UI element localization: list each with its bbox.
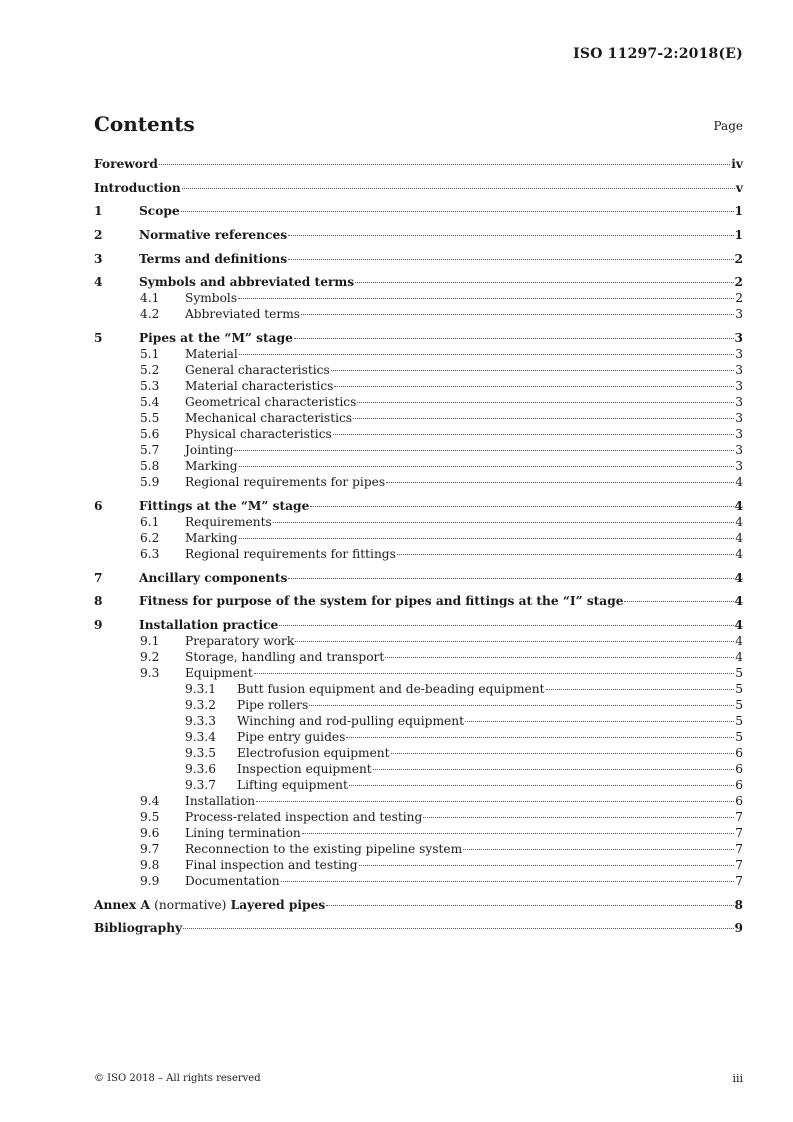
toc-entry[interactable] — [94, 809, 743, 825]
toc-entry[interactable] — [94, 761, 743, 777]
document-id: ISO 11297-2:2018(E) — [573, 46, 743, 62]
toc-entry-number: 9.2 — [140, 649, 160, 664]
toc-entry[interactable] — [94, 857, 743, 873]
toc-entry-page: 4 — [735, 514, 743, 529]
toc-entry-page: 4 — [735, 649, 743, 664]
toc-entry-number: 4 — [94, 275, 103, 290]
toc-entry[interactable] — [94, 713, 743, 729]
toc-leader-dots — [349, 785, 734, 786]
toc-entry[interactable] — [94, 617, 743, 633]
toc-entry-label: Butt fusion equipment and de-beading equipment — [237, 681, 545, 696]
toc-entry-page: 5 — [735, 681, 743, 696]
toc-leader-dots — [281, 881, 735, 882]
toc-entry-label: Marking — [185, 459, 238, 474]
toc-entry-label — [94, 897, 325, 913]
toc-entry-page: 4 — [735, 475, 743, 490]
page-title: Contents — [94, 112, 195, 136]
toc-entry[interactable] — [94, 570, 743, 586]
toc-entry[interactable] — [94, 514, 743, 530]
toc-entry-label: Installation — [185, 793, 256, 808]
toc-entry-number: 5.1 — [140, 347, 160, 362]
toc-entry-number: 9.3.2 — [185, 697, 217, 712]
toc-entry-number: 7 — [94, 570, 103, 585]
toc-entry-page: 4 — [735, 546, 743, 561]
toc-entry-page: 5 — [735, 729, 743, 744]
toc-entry-page: 6 — [735, 777, 743, 792]
toc-entry[interactable] — [94, 793, 743, 809]
toc-entry-number: 3 — [94, 251, 103, 266]
toc-entry-label: Fitness for purpose of the system for pipes and fittings at the “I” stage — [139, 594, 624, 609]
toc-entry-page: 3 — [734, 331, 743, 346]
toc-entry-number: 9.6 — [140, 825, 160, 840]
toc-entry-page: 7 — [735, 809, 743, 824]
copyright-notice: © ISO 2018 – All rights reserved — [94, 1073, 261, 1084]
toc-leader-dots — [331, 370, 735, 371]
toc-entry-page: 4 — [735, 530, 743, 545]
toc-entry-label: Preparatory work — [185, 633, 295, 648]
toc-entry-number: 6.2 — [140, 530, 160, 545]
toc-entry[interactable] — [94, 633, 743, 649]
toc-entry-page: 2 — [734, 251, 743, 266]
toc-entry-page: 3 — [735, 347, 743, 362]
toc-entry-page: 5 — [735, 665, 743, 680]
toc-entry[interactable] — [94, 873, 743, 889]
toc-entry-number: 9.3 — [140, 665, 160, 680]
toc-leader-dots — [181, 211, 734, 212]
toc-leader-dots — [288, 578, 733, 579]
toc-leader-dots — [254, 673, 734, 674]
toc-entry-label: Abbreviated terms — [185, 307, 301, 322]
toc-entry-page: 3 — [735, 411, 743, 426]
toc-entry-page: 9 — [734, 921, 743, 936]
toc-entry-label: Lining termination — [185, 825, 301, 840]
toc-leader-dots — [391, 753, 735, 754]
toc-leader-dots — [386, 482, 734, 483]
toc-entry-label: Fittings at the “M” stage — [139, 498, 310, 513]
toc-entry-page: 4 — [734, 570, 743, 585]
toc-entry-label: Pipe entry guides — [237, 729, 346, 744]
toc-entry-page: 3 — [735, 363, 743, 378]
toc-entry-number: 5.5 — [140, 411, 160, 426]
toc-entry-number: 9.3.3 — [185, 713, 217, 728]
toc-entry-page: 5 — [735, 697, 743, 712]
toc-entry-page: iv — [731, 157, 743, 171]
toc-leader-dots — [309, 705, 734, 706]
toc-entry-page: 1 — [734, 228, 743, 243]
page-number: iii — [732, 1072, 743, 1085]
toc-entry[interactable] — [94, 290, 743, 306]
toc-entry-page: 5 — [735, 713, 743, 728]
toc-entry-label: Material characteristics — [185, 379, 334, 394]
toc-entry-page: 3 — [735, 459, 743, 474]
toc-entry-number: 5.4 — [140, 395, 160, 410]
toc-entry[interactable] — [94, 156, 743, 172]
toc-entry-number: 5.6 — [140, 427, 160, 442]
toc-leader-dots — [183, 928, 733, 929]
toc-leader-dots — [624, 601, 733, 602]
toc-entry-label: Reconnection to the existing pipeline system — [185, 841, 463, 856]
toc-entry-label: Final inspection and testing — [185, 857, 358, 872]
toc-entry-label: Introduction — [94, 180, 181, 195]
toc-leader-dots — [326, 905, 733, 906]
toc-entry[interactable] — [94, 825, 743, 841]
toc-entry[interactable] — [94, 649, 743, 665]
toc-entry-label: Electrofusion equipment — [237, 745, 390, 760]
toc-entry[interactable] — [94, 474, 743, 490]
toc-leader-dots — [234, 450, 734, 451]
toc-entry-label: Scope — [139, 204, 180, 219]
toc-entry-bibliography[interactable] — [94, 920, 743, 936]
toc-leader-dots — [333, 434, 734, 435]
toc-entry[interactable] — [94, 841, 743, 857]
toc-entry-page: 7 — [735, 841, 743, 856]
toc-leader-dots — [465, 721, 734, 722]
toc-entry-number: 8 — [94, 594, 103, 609]
toc-entry-page: 4 — [734, 617, 743, 632]
toc-entry-page: 4 — [734, 594, 743, 609]
toc-entry-label: Pipes at the “M” stage — [139, 331, 293, 346]
toc-entry-annex-a[interactable] — [94, 897, 743, 913]
toc-entry[interactable] — [94, 745, 743, 761]
toc-leader-dots — [238, 298, 734, 299]
toc-entry[interactable] — [94, 362, 743, 378]
toc-leader-dots — [302, 833, 734, 834]
toc-entry-number: 6 — [94, 498, 103, 513]
toc-entry[interactable] — [94, 530, 743, 546]
toc-leader-dots — [353, 418, 734, 419]
toc-leader-dots — [294, 338, 734, 339]
toc-entry-page: 7 — [735, 857, 743, 872]
toc-entry-number: 9 — [94, 617, 103, 632]
toc-entry-label: Foreword — [94, 157, 158, 171]
toc-entry-label: Geometrical characteristics — [185, 395, 357, 410]
toc-entry-number: 9.3.6 — [185, 761, 217, 776]
toc-entry[interactable] — [94, 697, 743, 713]
toc-entry-label: Mechanical characteristics — [185, 411, 353, 426]
toc-entry[interactable] — [94, 681, 743, 697]
toc-leader-dots — [288, 235, 733, 236]
toc-leader-dots — [334, 386, 734, 387]
toc-leader-dots — [159, 164, 730, 165]
toc-entry-label: Installation practice — [139, 617, 279, 632]
toc-entry[interactable] — [94, 227, 743, 243]
toc-entry-number: 9.7 — [140, 841, 160, 856]
toc-leader-dots — [346, 737, 734, 738]
toc-entry-label: Material — [185, 347, 238, 362]
toc-entry[interactable] — [94, 330, 743, 346]
toc-entry-number: 4.2 — [140, 307, 160, 322]
toc-entry[interactable] — [94, 346, 743, 362]
toc-entry-page: 1 — [734, 204, 743, 219]
toc-entry[interactable] — [94, 498, 743, 514]
toc-leader-dots — [357, 402, 734, 403]
toc-entry[interactable] — [94, 274, 743, 290]
toc-entry[interactable] — [94, 180, 743, 196]
toc-entry-number: 5.9 — [140, 475, 160, 490]
toc-entry-label: Physical characteristics — [185, 427, 332, 442]
toc-entry-number: 1 — [94, 204, 103, 219]
toc-leader-dots — [546, 689, 735, 690]
toc-entry-number: 9.1 — [140, 633, 160, 648]
annex-title: Layered pipes — [230, 897, 326, 912]
toc-entry-label: Lifting equipment — [237, 777, 348, 792]
toc-entry-number: 5.2 — [140, 363, 160, 378]
table-of-contents — [94, 156, 743, 936]
toc-entry-label: Equipment — [185, 665, 253, 680]
toc-entry-page: 2 — [735, 291, 743, 306]
toc-entry[interactable] — [94, 394, 743, 410]
toc-entry-label: Pipe rollers — [237, 697, 309, 712]
toc-leader-dots — [256, 801, 734, 802]
toc-entry-page: 6 — [735, 745, 743, 760]
annex-qualifier: (normative) — [154, 897, 227, 912]
toc-entry-label: Symbols and abbreviated terms — [139, 275, 355, 290]
toc-entry-page: 6 — [735, 761, 743, 776]
toc-entry[interactable] — [94, 426, 743, 442]
toc-leader-dots — [359, 865, 735, 866]
toc-leader-dots — [295, 641, 734, 642]
toc-entry[interactable] — [94, 458, 743, 474]
toc-entry-page: 3 — [735, 307, 743, 322]
toc-entry[interactable] — [94, 593, 743, 609]
toc-entry-number: 5.8 — [140, 459, 160, 474]
page-column-label: Page — [713, 119, 743, 133]
toc-entry-label: Regional requirements for pipes — [185, 475, 386, 490]
toc-entry-page: 4 — [735, 633, 743, 648]
toc-entry-number: 5 — [94, 331, 103, 346]
toc-leader-dots — [239, 538, 735, 539]
toc-entry-number: 4.1 — [140, 291, 160, 306]
toc-entry-label: Symbols — [185, 291, 238, 306]
annex-prefix: Annex A — [94, 897, 150, 912]
toc-entry-label: Winching and rod-pulling equipment — [237, 713, 464, 728]
toc-entry-number: 2 — [94, 228, 103, 243]
toc-entry-page: 7 — [735, 873, 743, 888]
toc-entry-page: 8 — [734, 897, 743, 912]
toc-entry-page: 3 — [735, 395, 743, 410]
toc-entry-page: v — [735, 180, 743, 195]
toc-entry-page: 3 — [735, 443, 743, 458]
toc-entry-label: Inspection equipment — [237, 761, 372, 776]
toc-entry[interactable] — [94, 665, 743, 681]
toc-entry-number: 9.8 — [140, 857, 160, 872]
toc-entry-label: Documentation — [185, 873, 280, 888]
toc-leader-dots — [288, 259, 733, 260]
toc-entry-label: Storage, handling and transport — [185, 649, 385, 664]
toc-entry-number: 6.1 — [140, 514, 160, 529]
toc-entry-number: 5.7 — [140, 443, 160, 458]
toc-entry-page: 7 — [735, 825, 743, 840]
toc-entry-number: 9.3.4 — [185, 729, 217, 744]
toc-leader-dots — [373, 769, 735, 770]
toc-entry-label: General characteristics — [185, 363, 330, 378]
toc-leader-dots — [397, 554, 734, 555]
toc-leader-dots — [239, 466, 735, 467]
toc-entry-page: 4 — [734, 498, 743, 513]
toc-entry[interactable] — [94, 378, 743, 394]
toc-entry-page: 2 — [734, 275, 743, 290]
toc-entry[interactable] — [94, 546, 743, 562]
toc-entry-label: Terms and definitions — [139, 251, 288, 266]
toc-entry[interactable] — [94, 729, 743, 745]
toc-entry[interactable] — [94, 251, 743, 267]
toc-entry[interactable] — [94, 442, 743, 458]
toc-leader-dots — [423, 817, 734, 818]
toc-leader-dots — [301, 314, 734, 315]
toc-entry-label: Process-related inspection and testing — [185, 809, 423, 824]
toc-entry-label: Normative references — [139, 228, 288, 243]
toc-entry[interactable] — [94, 777, 743, 793]
toc-leader-dots — [355, 282, 733, 283]
toc-entry[interactable] — [94, 410, 743, 426]
toc-entry-label: Ancillary components — [139, 570, 288, 585]
toc-leader-dots — [239, 354, 734, 355]
toc-entry-number: 5.3 — [140, 379, 160, 394]
toc-entry-number: 9.9 — [140, 873, 160, 888]
toc-entry[interactable] — [94, 306, 743, 322]
toc-entry-number: 9.3.1 — [185, 681, 217, 696]
toc-leader-dots — [182, 188, 735, 189]
toc-leader-dots — [463, 849, 734, 850]
toc-leader-dots — [310, 506, 733, 507]
toc-entry-page: 6 — [735, 793, 743, 808]
toc-entry-number: 9.4 — [140, 793, 160, 808]
toc-entry-label: Regional requirements for fittings — [185, 546, 396, 561]
toc-entry[interactable] — [94, 203, 743, 219]
toc-entry-label: Requirements — [185, 514, 272, 529]
toc-leader-dots — [273, 522, 734, 523]
toc-entry-page: 3 — [735, 427, 743, 442]
toc-entry-label: Bibliography — [94, 921, 183, 936]
toc-entry-label: Marking — [185, 530, 238, 545]
toc-entry-number: 6.3 — [140, 546, 160, 561]
toc-entry-page: 3 — [735, 379, 743, 394]
toc-leader-dots — [279, 625, 733, 626]
toc-leader-dots — [385, 657, 734, 658]
toc-entry-number: 9.3.7 — [185, 777, 217, 792]
toc-entry-number: 9.3.5 — [185, 745, 217, 760]
toc-entry-number: 9.5 — [140, 809, 160, 824]
toc-entry-label: Jointing — [185, 443, 234, 458]
